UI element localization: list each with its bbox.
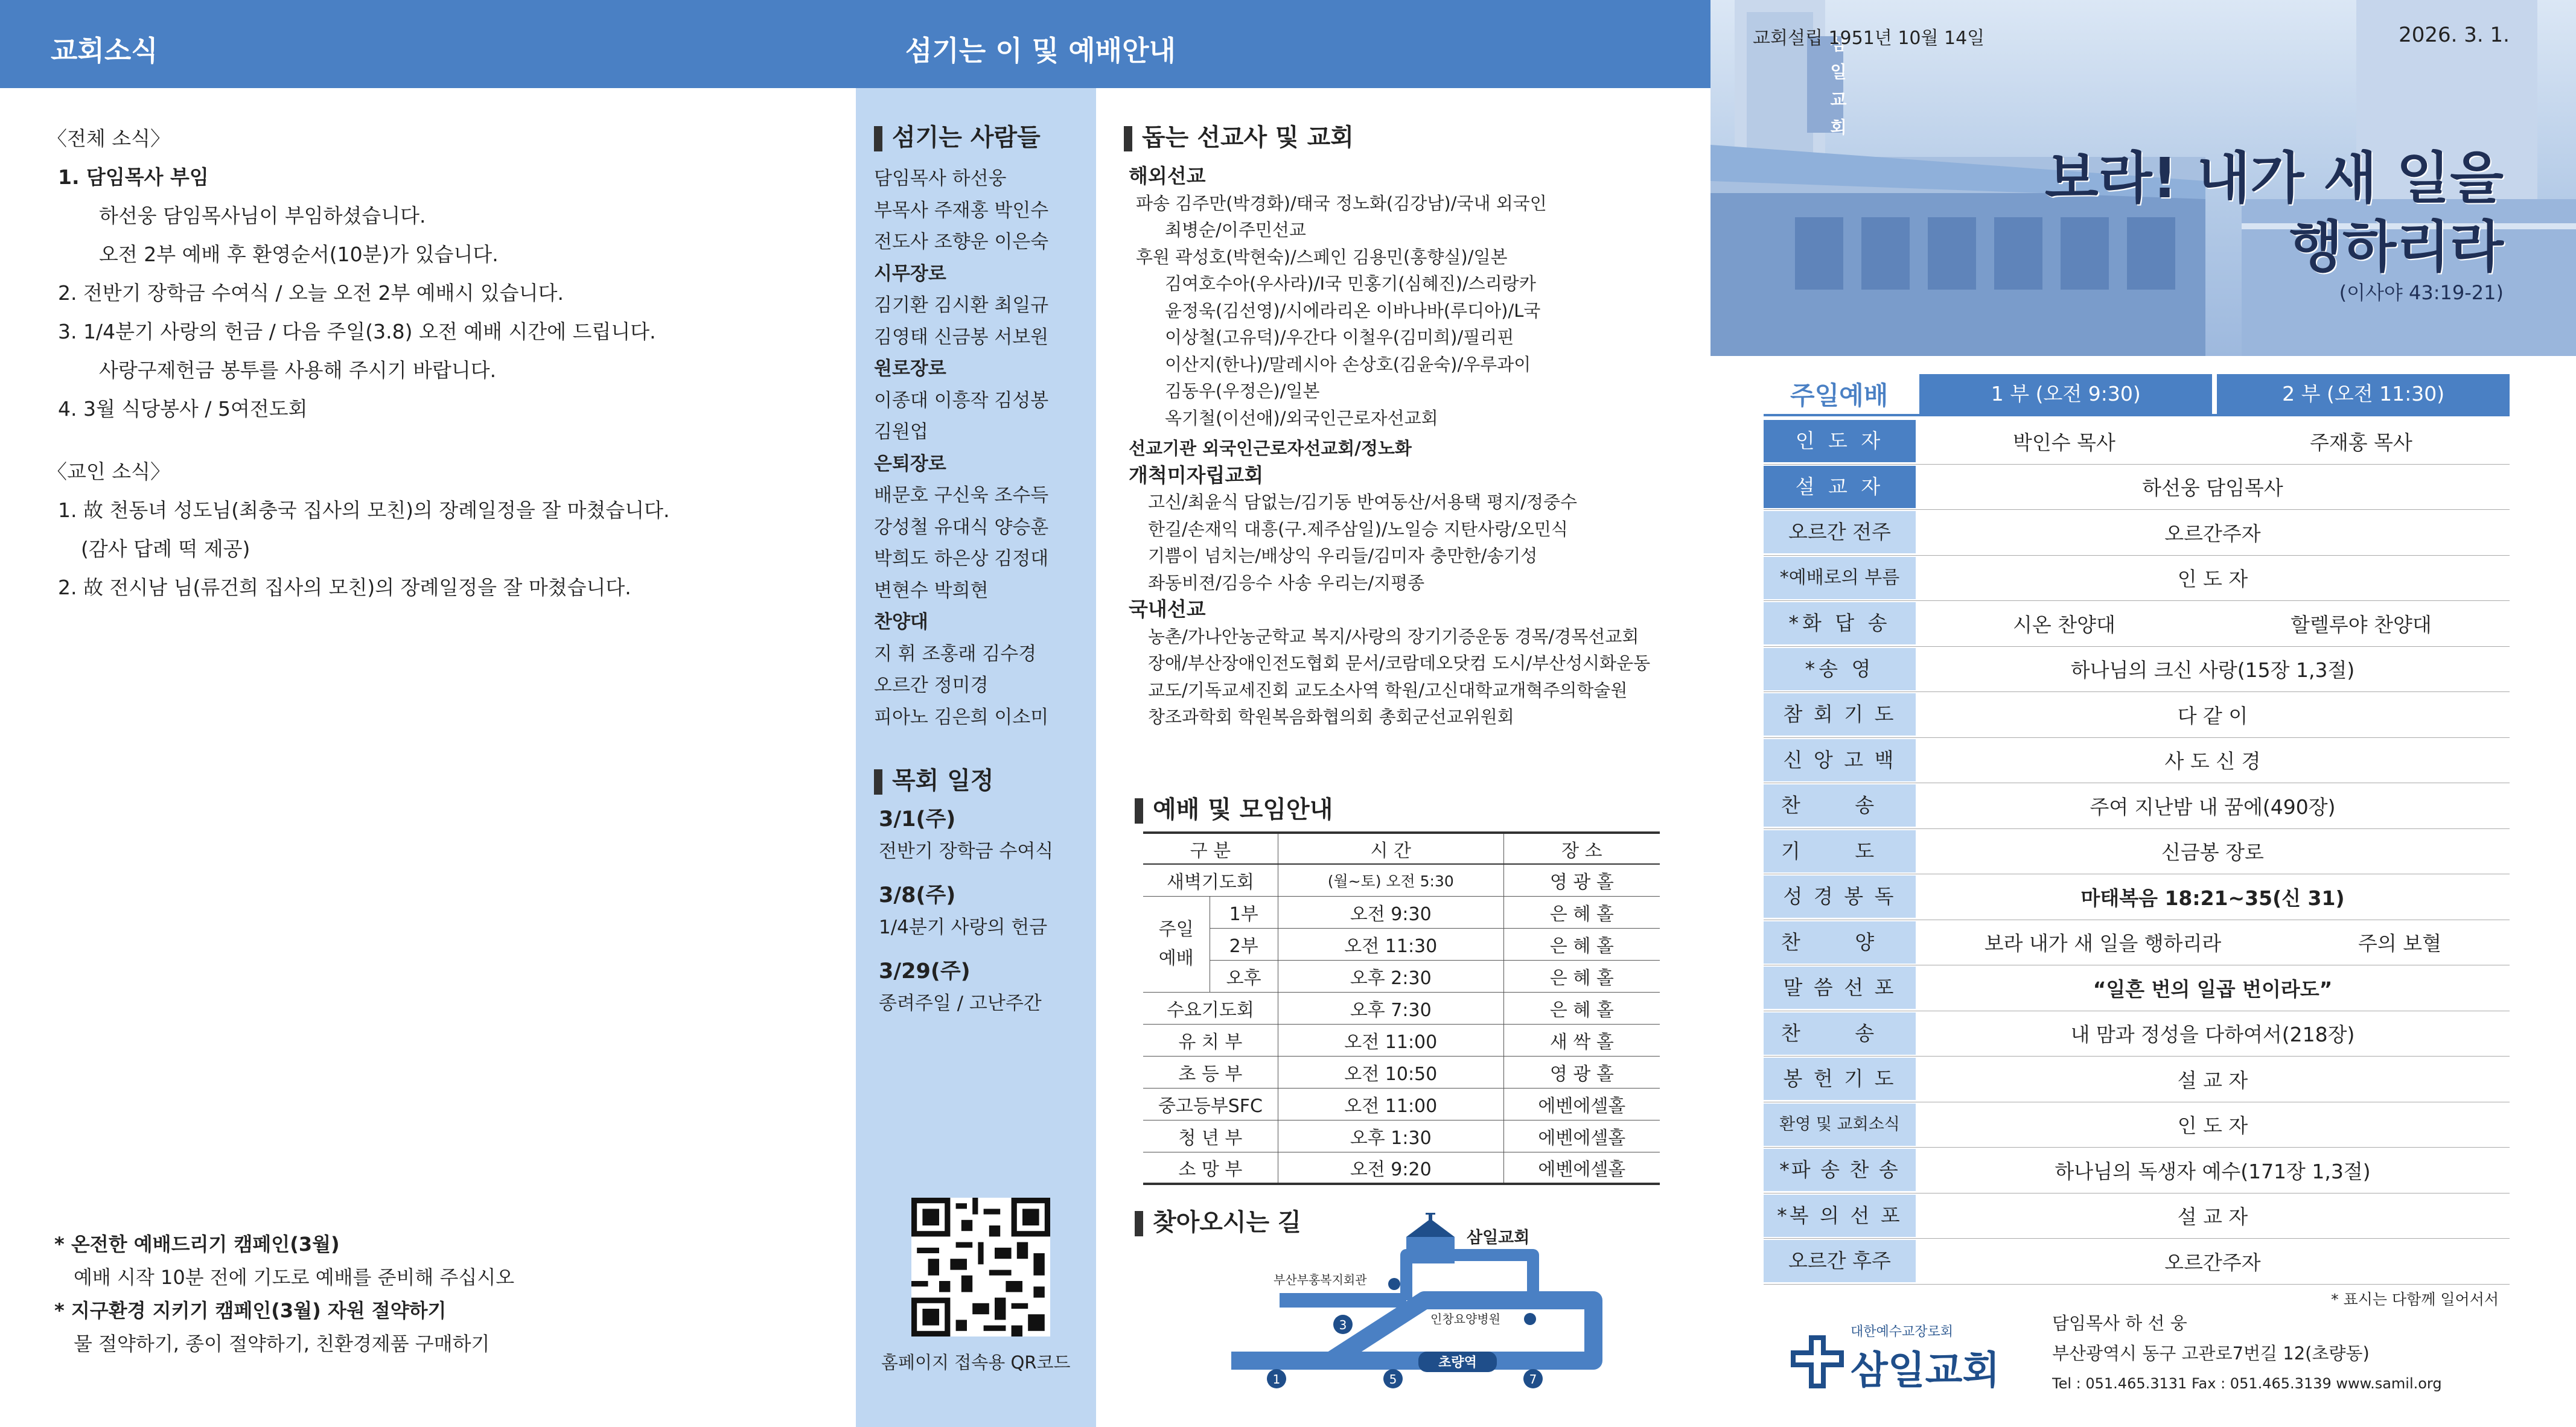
directions-map — [1225, 1213, 1648, 1394]
campaign-item: 예배 시작 10분 전에 기도로 예배를 준비해 주십시오 — [74, 1266, 515, 1289]
servant-line: 김영태 신금봉 서보원 — [874, 326, 1049, 348]
meeting-time: 오전 11:00 — [1278, 1024, 1503, 1056]
worship-item-value2: 주재홍 목사 — [2310, 430, 2412, 454]
worship-row — [1764, 647, 2510, 693]
worship-item-value: 신금봉 장로 — [2161, 841, 2264, 865]
banner-headline-2: 행하리라 — [2289, 215, 2504, 279]
meeting-time: 오후 2:30 — [1278, 960, 1503, 992]
worship-item-value: 인 도 자 — [2177, 567, 2248, 591]
mission-line: 후원 곽성호(박현숙)/스페인 김용민(홍향실)/일본 — [1136, 246, 1508, 267]
worship-row — [1764, 1239, 2510, 1285]
meeting-name: 2부 — [1210, 928, 1278, 960]
exit-number: 1 — [1272, 1372, 1281, 1387]
worship-row — [1764, 1193, 2510, 1239]
worship-item-value: 하나님의 독생자 예수(171장 1,3절) — [2055, 1159, 2371, 1183]
campaign-section — [54, 1228, 839, 1361]
welfare-marker-icon — [1388, 1278, 1400, 1290]
worship-item-label: 찬 송 — [1764, 784, 1916, 827]
banner-photo — [1710, 0, 2576, 356]
church-logo — [1790, 1321, 2001, 1393]
news-item: 오전 2부 예배 후 환영순서(10분)가 있습니다. — [99, 243, 499, 266]
meeting-name: 오후 — [1210, 960, 1278, 992]
servant-line: 배문호 구신욱 조수득 — [874, 485, 1049, 506]
mission-line: 최병순/이주민선교 — [1165, 220, 1306, 240]
schedule-desc: 종려주일 / 고난주간 — [879, 993, 1042, 1014]
map-welfare-label: 부산부홍복지회관 — [1274, 1273, 1367, 1287]
news-item: 4. 3월 식당봉사 / 5여전도회 — [58, 397, 308, 421]
exit-number: 5 — [1389, 1372, 1397, 1387]
hospital-marker-icon — [1524, 1313, 1536, 1325]
worship-item-label: 오르간 후주 — [1764, 1240, 1916, 1282]
header-center-title: 섬기는 이 및 예배안내 — [905, 34, 1176, 67]
exit-number: 3 — [1339, 1318, 1347, 1332]
servant-line: 피아노 김은희 이소미 — [874, 706, 1049, 728]
mission-line: 한길/손재익 대흥(구.제주삼일)/노일승 지탄사랑/오민식 — [1148, 518, 1568, 539]
servant-line: 강성철 유대식 양승훈 — [874, 516, 1049, 538]
mission-line: 옥기철(이선애)/외국인근로자선교회 — [1165, 407, 1438, 428]
member-item: 1. 故 천동녀 성도님(최충국 집사의 모친)의 장례일정을 잘 마쳤습니다. — [58, 498, 670, 522]
worship-item-label: 환영 및 교회소식 — [1764, 1104, 1916, 1146]
missions-list — [1129, 163, 1690, 731]
servant-line: 전도사 조향운 이은숙 — [874, 231, 1049, 253]
meeting-name: 청 년 부 — [1143, 1120, 1278, 1152]
news-member-title: 〈교인 소식〉 — [47, 460, 171, 483]
schedule-desc: 1/4분기 사랑의 헌금 — [879, 917, 1048, 938]
campaign-item: * 온전한 예배드리기 캠페인(3월) — [54, 1233, 340, 1256]
mission-line: 국내선교 — [1129, 597, 1206, 621]
worship-row — [1764, 1102, 2510, 1148]
meetings-header: 구 분 — [1143, 833, 1278, 864]
meeting-place: 에벤에셀홀 — [1538, 1127, 1626, 1149]
meeting-time: 오후 1:30 — [1278, 1120, 1503, 1152]
worship-row — [1764, 556, 2510, 602]
meetings-title: 예배 및 모임안내 — [1135, 790, 1333, 825]
news-all-title: 〈전체 소식〉 — [47, 127, 171, 150]
meeting-time: 오전 9:20 — [1278, 1152, 1503, 1184]
worship-row — [1764, 601, 2510, 647]
banner-verse: (이사야 43:19-21) — [2339, 281, 2504, 304]
worship-item-label: 성 경 봉 독 — [1764, 876, 1916, 918]
mission-line: 김동우(우정은)/일본 — [1165, 381, 1320, 401]
schedule-date: 3/1(주) — [879, 807, 956, 831]
banner-sign: 삼일교회 — [1828, 35, 1848, 146]
standing-note: * 표시는 다함께 일어서서 — [2331, 1291, 2499, 1308]
worship-row — [1764, 874, 2510, 920]
service2-header: 2 부 (오전 11:30) — [2217, 374, 2510, 414]
worship-row — [1764, 783, 2510, 829]
banner-headline-1: 보라! 내가 새 일을 — [2044, 146, 2504, 211]
worship-item-value: 보라 내가 새 일을 행하리라 — [1984, 932, 2222, 956]
mission-line: 김여호수아(우사라)/I국 민홍기(심혜진)/스리랑카 — [1165, 273, 1536, 294]
service1-header: 1 부 (오전 9:30) — [1919, 374, 2212, 414]
worship-row — [1764, 1148, 2510, 1193]
worship-item-label: 설 교 자 — [1764, 466, 1916, 508]
qr-code[interactable] — [911, 1198, 1050, 1336]
meeting-name: 수요기도회 — [1143, 992, 1278, 1024]
mission-line: 고신/최윤식 담없는/김기동 반여동산/서용택 평지/정중수 — [1148, 492, 1578, 512]
worship-item-value: 사 도 신 경 — [2164, 749, 2261, 774]
pastor-name: 담임목사 하 선 웅 — [2052, 1313, 2187, 1333]
cross-logo-icon — [1790, 1335, 1844, 1389]
meeting-name: 새벽기도회 — [1143, 864, 1278, 896]
mission-line: 윤정욱(김선영)/시에라리온 이바나바(루디아)/L국 — [1165, 300, 1541, 321]
schedule-date: 3/8(주) — [879, 883, 956, 907]
meeting-time: 오전 11:00 — [1278, 1088, 1503, 1120]
meeting-time: 오전 10:50 — [1278, 1056, 1503, 1088]
church-address: 부산광역시 동구 고관로7번길 12(초량동) — [2052, 1343, 2370, 1364]
missions-title: 돕는 선교사 및 교회 — [1124, 118, 1354, 153]
meeting-time: 오전 9:30 — [1278, 896, 1503, 928]
mission-line: 선교기관 외국인근로자선교회/정노화 — [1129, 438, 1412, 459]
worship-item-value: 오르간주자 — [2164, 1250, 2261, 1274]
worship-row — [1764, 510, 2510, 556]
meetings-header: 시 간 — [1278, 833, 1503, 864]
worship-row — [1764, 1057, 2510, 1102]
meeting-place: 은 혜 홀 — [1549, 999, 1614, 1021]
meeting-name: 초 등 부 — [1143, 1056, 1278, 1088]
mission-line: 기쁨이 넘치는/배상익 우리들/김미자 충만한/송기성 — [1148, 545, 1538, 566]
servant-line: 담임목사 하선웅 — [874, 168, 1007, 189]
worship-item-value: 하나님의 크신 사랑(15장 1,3절) — [2070, 658, 2355, 682]
servants-title: 섬기는 사람들 — [874, 118, 1041, 153]
worship-item-label: 말 씀 선 포 — [1764, 967, 1916, 1009]
meeting-place: 은 혜 홀 — [1549, 967, 1614, 989]
worship-header-row — [1764, 374, 2510, 416]
servant-line: 오르간 정미경 — [874, 675, 989, 696]
servant-line: 원로장로 — [874, 358, 946, 380]
church-contact — [2052, 1308, 2442, 1399]
member-item: (감사 답례 떡 제공) — [81, 537, 250, 561]
church-building-icon — [1406, 1213, 1455, 1263]
news-item: 사랑구제헌금 봉투를 사용해 주시기 바랍니다. — [99, 358, 497, 382]
worship-item-value2: 주의 보혈 — [2358, 932, 2441, 956]
mission-line: 장애/부산장애인전도협회 문서/코람데오닷컴 도시/부산성시화운동 — [1148, 653, 1651, 673]
worship-item-label: 찬 양 — [1764, 921, 1916, 964]
worship-item-value: 내 맘과 정성을 다하여서(218장) — [2070, 1023, 2355, 1047]
station-label: 초량역 — [1438, 1355, 1477, 1370]
worship-item-value: 다 같 이 — [2177, 704, 2248, 728]
exit-number: 7 — [1529, 1372, 1537, 1387]
worship-item-value: 인 도 자 — [2177, 1114, 2248, 1138]
servant-line: 김기환 김시환 최일규 — [874, 294, 1049, 316]
meeting-place: 에벤에셀홀 — [1538, 1095, 1626, 1117]
meeting-place: 은 혜 홀 — [1549, 903, 1614, 925]
schedule-list — [879, 802, 1053, 1019]
worship-item-label: 인 도 자 — [1764, 420, 1916, 462]
news-item: 1. 담임목사 부임 — [58, 165, 209, 189]
news-item: 하선웅 담임목사님이 부임하셨습니다. — [99, 204, 426, 227]
worship-item-value: 오르간주자 — [2164, 521, 2261, 545]
meeting-time: 오후 7:30 — [1278, 992, 1503, 1024]
header-bar — [0, 0, 1710, 88]
servant-line: 은퇴장로 — [874, 453, 946, 475]
worship-item-label: *화 답 송 — [1764, 602, 1916, 644]
established-text: 교회설립 1951년 10월 14일 — [1753, 28, 1985, 49]
worship-row — [1764, 1011, 2510, 1057]
mission-line: 파송 김주만(박경화)/태국 정노화(김강남)/국내 외국인 — [1136, 192, 1547, 214]
worship-row — [1764, 965, 2510, 1011]
qr-caption: 홈페이지 접속용 QR코드 — [881, 1352, 1071, 1373]
worship-item-label: *복 의 선 포 — [1764, 1195, 1916, 1237]
worship-row — [1764, 465, 2510, 510]
worship-title: 주일예배 — [1790, 381, 1889, 410]
meetings-table — [1143, 831, 1660, 1185]
campaign-item: * 지구환경 지키기 캠페인(3월) 자원 절약하기 — [54, 1299, 447, 1322]
schedule-desc: 전반기 장학금 수여식 — [879, 841, 1054, 862]
member-item: 2. 故 전시남 님(류건희 집사의 모친)의 장례일정을 잘 마쳤습니다. — [58, 576, 631, 599]
worship-row — [1764, 920, 2510, 966]
servant-line: 지 휘 조홍래 김수경 — [874, 643, 1037, 665]
worship-item-value: 박인수 목사 — [2013, 430, 2115, 454]
church-name: 삼일교회 — [1851, 1349, 2000, 1393]
campaign-item: 물 절약하기, 종이 절약하기, 친환경제품 구매하기 — [74, 1332, 490, 1355]
meeting-place: 에벤에셀홀 — [1538, 1158, 1626, 1180]
worship-row — [1764, 419, 2510, 465]
mission-line: 교도/기독교세진회 교도소사역 학원/고신대학교개혁주의학술원 — [1148, 679, 1628, 701]
meeting-name: 유 치 부 — [1143, 1024, 1278, 1056]
missions-heading: 해외선교 — [1129, 164, 1206, 188]
header-left-title: 교회소식 — [51, 34, 158, 67]
worship-item-label: *예배로의 부름 — [1764, 557, 1916, 599]
mission-line: 이산지(한나)/말레시아 손상호(김윤숙)/우루과이 — [1165, 354, 1531, 375]
meeting-name: 중고등부SFC — [1143, 1088, 1278, 1120]
worship-item-value: 마태복음 18:21~35(신 31) — [2080, 886, 2345, 910]
worship-item-label: 오르간 전주 — [1764, 511, 1916, 553]
worship-item-label: 기 도 — [1764, 830, 1916, 872]
meeting-place: 새 싹 홀 — [1549, 1031, 1614, 1053]
meeting-time: (월~토) 오전 5:30 — [1278, 864, 1503, 896]
servant-line: 찬양대 — [874, 611, 928, 633]
worship-item-label: 봉 헌 기 도 — [1764, 1058, 1916, 1100]
map-church-label: 삼일교회 — [1467, 1228, 1530, 1247]
servant-line: 시무장로 — [874, 262, 946, 285]
mission-line: 이상철(고유덕)/우간다 이철우(김미희)/필리핀 — [1165, 327, 1514, 348]
meetings-header: 장 소 — [1561, 840, 1602, 862]
worship-item-value: 설 교 자 — [2177, 1205, 2248, 1229]
servant-line: 이종대 이흥작 김성봉 — [874, 389, 1049, 412]
worship-rows — [1764, 419, 2510, 1285]
servant-line: 박희도 하은상 김정대 — [874, 548, 1049, 570]
meeting-name: 소 망 부 — [1143, 1152, 1278, 1184]
worship-item-value: “일흔 번의 일곱 번이라도” — [2093, 977, 2333, 1001]
meeting-place: 은 혜 홀 — [1549, 935, 1614, 957]
servant-line: 변현수 박희현 — [874, 579, 989, 602]
worship-item-value: 설 교 자 — [2177, 1068, 2248, 1092]
meeting-time: 오전 11:30 — [1278, 928, 1503, 960]
schedule-title: 목회 일정 — [874, 761, 994, 796]
meeting-name: 1부 — [1210, 896, 1278, 928]
worship-item-value: 주여 지난밤 내 꿈에(490장) — [2090, 795, 2336, 819]
news-section — [47, 119, 832, 607]
mission-line: 개척미자립교회 — [1129, 463, 1264, 487]
meeting-place: 영 광 홀 — [1549, 1063, 1614, 1085]
map-title: 찾아오시는 길 — [1135, 1203, 1301, 1238]
worship-item-value: 하선웅 담임목사 — [2142, 476, 2283, 500]
servant-line: 김원업 — [874, 421, 928, 443]
worship-item-label: *파 송 찬 송 — [1764, 1149, 1916, 1191]
map-hospital-label: 인창요양병원 — [1430, 1312, 1500, 1326]
meeting-place: 영 광 홀 — [1549, 871, 1614, 893]
worship-item-value: 시온 찬양대 — [2013, 612, 2115, 637]
schedule-date: 3/29(주) — [879, 959, 971, 984]
meeting-group: 주일 예배 — [1143, 896, 1210, 992]
bulletin-date: 2026. 3. 1. — [2399, 23, 2510, 47]
map-road — [1231, 1300, 1593, 1361]
worship-order — [1764, 374, 2510, 416]
mission-line: 농촌/가나안농군학교 복지/사랑의 장기기증운동 경목/경목선교회 — [1148, 626, 1639, 647]
denomination-text: 대한예수교장로회 — [1851, 1324, 1954, 1340]
servants-list — [874, 163, 1048, 733]
mission-line: 창조과학회 학원복음화협의회 총회군선교위원회 — [1148, 707, 1514, 727]
servant-line: 부목사 주재홍 박인수 — [874, 199, 1049, 221]
news-item: 2. 전반기 장학금 수여식 / 오늘 오전 2부 예배시 있습니다. — [58, 281, 564, 305]
worship-item-value2: 할렐루야 찬양대 — [2291, 612, 2432, 637]
mission-line: 좌동비젼/김응수 사송 우리는/지평종 — [1148, 572, 1425, 593]
church-phone: Tel : 051.465.3131 Fax : 051.465.3139 www.samil.org — [2052, 1375, 2442, 1392]
worship-row — [1764, 829, 2510, 875]
worship-row — [1764, 692, 2510, 738]
worship-item-label: *송 영 — [1764, 648, 1916, 690]
worship-row — [1764, 738, 2510, 784]
news-item: 3. 1/4분기 사랑의 헌금 / 다음 주일(3.8) 오전 예배 시간에 드립니다. — [58, 320, 656, 343]
worship-item-label: 신 앙 고 백 — [1764, 739, 1916, 781]
worship-item-label: 찬 송 — [1764, 1012, 1916, 1055]
worship-item-label: 참 회 기 도 — [1764, 693, 1916, 736]
